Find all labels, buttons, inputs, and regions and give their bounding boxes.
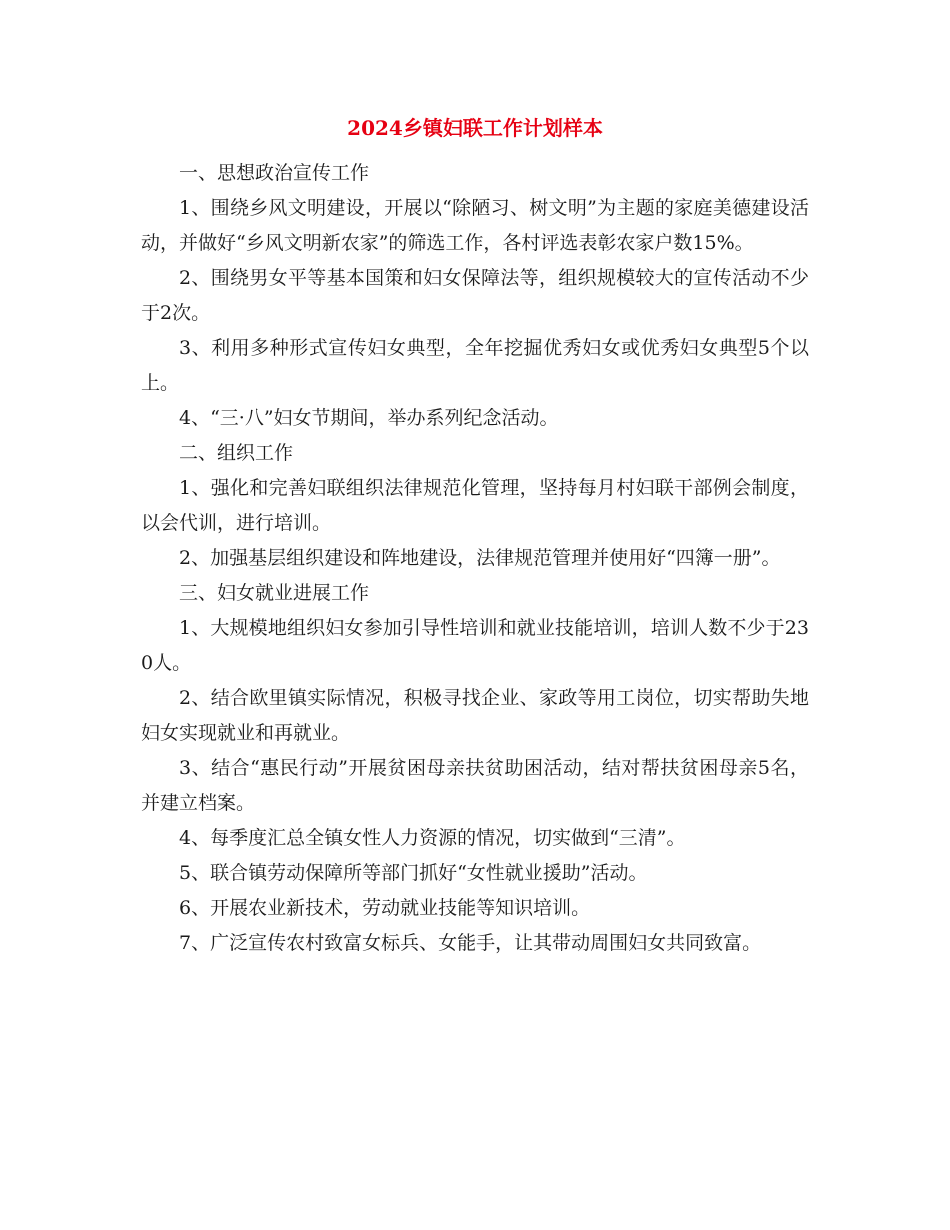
list-item: 1、强化和完善妇联组织法律规范化管理，坚持每月村妇联干部例会制度，以会代训，进行培训。 <box>141 477 809 534</box>
document-body <box>141 156 809 961</box>
list-item: 4、每季度汇总全镇女性人力资源的情况，切实做到“三清”。 <box>179 827 686 849</box>
list-item: 6、开展农业新技术，劳动就业技能等知识培训。 <box>179 897 591 919</box>
section-employment <box>141 576 809 961</box>
document-title: 2024乡镇妇联工作计划样本 <box>347 116 603 140</box>
list-item: 1、大规模地组织妇女参加引导性培训和就业技能培训，培训人数不少于230人。 <box>141 617 809 674</box>
section-heading: 二、组织工作 <box>179 442 294 464</box>
list-item: 4、“三·八”妇女节期间，举办系列纪念活动。 <box>179 407 559 429</box>
section-organization <box>141 436 809 576</box>
section-heading: 一、思想政治宣传工作 <box>179 162 370 184</box>
list-item: 1、围绕乡风文明建设，开展以“除陋习、树文明”为主题的家庭美德建设活动，并做好“乡风文明新农家”的筛选工作，各村评选表彰农家户数15%。 <box>141 197 809 254</box>
list-item: 2、加强基层组织建设和阵地建设，法律规范管理并使用好“四簿一册”。 <box>179 547 781 569</box>
list-item: 3、结合“惠民行动”开展贫困母亲扶贫助困活动，结对帮扶贫困母亲5名，并建立档案。 <box>141 757 809 814</box>
list-item: 2、结合欧里镇实际情况，积极寻找企业、家政等用工岗位，切实帮助失地妇女实现就业和再就业。 <box>141 687 809 744</box>
list-item: 2、围绕男女平等基本国策和妇女保障法等，组织规模较大的宣传活动不少于2次。 <box>141 267 809 324</box>
list-item: 3、利用多种形式宣传妇女典型，全年挖掘优秀妇女或优秀妇女典型5个以上。 <box>141 337 809 394</box>
section-heading: 三、妇女就业进展工作 <box>179 582 370 604</box>
section-ideology <box>141 156 809 436</box>
list-item: 7、广泛宣传农村致富女标兵、女能手，让其带动周围妇女共同致富。 <box>179 932 762 954</box>
list-item: 5、联合镇劳动保障所等部门抓好“女性就业援助”活动。 <box>179 862 648 884</box>
